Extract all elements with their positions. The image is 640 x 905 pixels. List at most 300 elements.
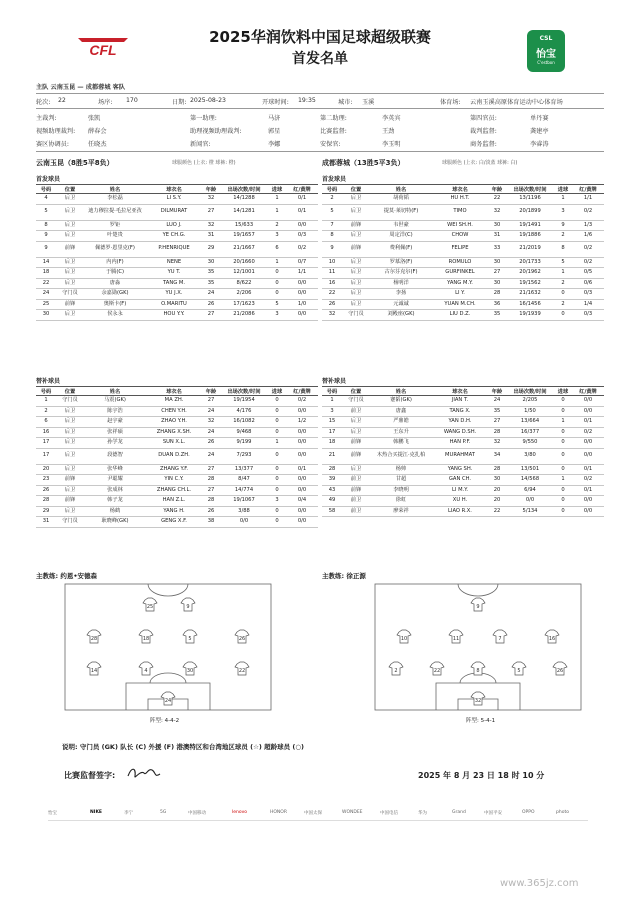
player-name: 提莫·莱切特(F): [370, 204, 432, 220]
player-age: 32: [202, 194, 220, 205]
player-shirt-icon: [181, 598, 195, 611]
home-formation: 阵型: 4-4-2: [150, 718, 180, 724]
shirt-name: DUAN D.ZH.: [146, 448, 202, 464]
player-number: 6: [36, 417, 56, 428]
appearances: 20/1733: [506, 257, 554, 268]
player-position: 后卫: [56, 278, 84, 289]
sponsor-text: HONOR: [270, 810, 287, 815]
player-number: 32: [322, 310, 342, 321]
player-name: 徐虹: [370, 496, 432, 507]
official-label: 商务监督:: [470, 141, 497, 148]
goals: 2: [554, 278, 572, 289]
official-name: 李娜: [268, 141, 281, 148]
table-row: [322, 417, 604, 428]
player-position: 前锋: [56, 475, 84, 486]
player-number: 28: [36, 496, 56, 507]
cards: 0/0: [286, 406, 318, 417]
player-shirt-icon: [430, 662, 444, 675]
player-age: 24: [202, 289, 220, 300]
player-age: 28: [488, 464, 506, 475]
sponsor-strip: [48, 806, 608, 842]
cards: 0/0: [572, 448, 604, 464]
shirt-name: HOU Y.Y.: [146, 310, 202, 321]
player-position: 前卫: [342, 496, 370, 507]
player-name: 李扬: [370, 289, 432, 300]
away-starters-table: [322, 184, 604, 321]
player-position: 前锋: [56, 299, 84, 310]
goals: 1: [268, 204, 286, 220]
player-number: 2: [322, 194, 342, 205]
shirt-name: YAN D.H.: [432, 417, 488, 428]
stadium-value: 云南玉溪高原体育运动中心体育场: [470, 99, 563, 106]
shirt-name: MURAHMAT: [432, 448, 488, 464]
shirt-name: O.MARITU: [146, 299, 202, 310]
teams-line-text: 主队 云南玉昆 — 成都蓉城 客队: [36, 84, 126, 91]
official-name: 张凯: [88, 115, 101, 122]
player-name: 张华峰: [84, 464, 146, 475]
divider: [48, 820, 588, 821]
column-header: 号码: [322, 387, 342, 396]
shirt-name: CHOW: [432, 231, 488, 242]
shirt-name: TANG X.: [432, 406, 488, 417]
table-row: [36, 257, 318, 268]
appearances: 21/1632: [506, 289, 554, 300]
shirt-name: ROMULO: [432, 257, 488, 268]
shirt-number: 28: [90, 636, 98, 642]
player-name: 赵宇豪: [84, 417, 146, 428]
player-position: 后卫: [56, 220, 84, 231]
shirt-number: 22: [238, 668, 246, 674]
cards: 1/3: [572, 220, 604, 231]
sponsor-text: photo: [556, 810, 569, 815]
column-header: 号码: [36, 185, 56, 194]
player-age: 24: [202, 406, 220, 417]
table-row: [36, 475, 318, 486]
header: [0, 18, 640, 70]
player-name: 蹇韬(GK): [370, 396, 432, 407]
table-row: [322, 194, 604, 205]
shirt-name: LI Y.: [432, 289, 488, 300]
player-position: 前锋: [342, 448, 370, 464]
goals: 8: [554, 241, 572, 257]
pitch-outline: [65, 584, 271, 710]
shirt-name: MA ZH.: [146, 396, 202, 407]
cards: 0/0: [572, 506, 604, 517]
player-name: 韦世豪: [370, 220, 432, 231]
home-starters-table: [36, 184, 318, 321]
appearances: 16/377: [506, 427, 554, 438]
appearances: 0/0: [506, 496, 554, 507]
official-label: 新闻官:: [190, 141, 211, 148]
goals: 0: [554, 289, 572, 300]
table-row: [322, 257, 604, 268]
shirt-name: SUN X.L.: [146, 438, 202, 449]
cards: 0/0: [572, 496, 604, 507]
goals: 0: [554, 448, 572, 464]
appearances: 14/1288: [220, 194, 268, 205]
goals: 3: [554, 204, 572, 220]
player-position: 守门员: [56, 396, 84, 407]
cards: 0/0: [286, 278, 318, 289]
player-position: 前卫: [342, 506, 370, 517]
player-age: 30: [488, 475, 506, 486]
player-number: 9: [36, 231, 56, 242]
goals: 0: [268, 448, 286, 464]
player-name: 于腾(C): [84, 268, 146, 279]
table-row: [36, 417, 318, 428]
player-position: 后卫: [56, 438, 84, 449]
player-position: 后卫: [342, 464, 370, 475]
player-position: 后卫: [56, 506, 84, 517]
table-header-row: [36, 185, 318, 194]
shirt-name: DILMURAT: [146, 204, 202, 220]
appearances: 20/1899: [506, 204, 554, 220]
official-name: 薛春会: [88, 128, 107, 135]
player-age: 27: [202, 310, 220, 321]
column-header: 出场次数/时间: [220, 185, 268, 194]
shirt-name: YANG H.: [146, 506, 202, 517]
table-header-row: [322, 387, 604, 396]
player-number: 28: [322, 464, 342, 475]
appearances: 21/2019: [506, 241, 554, 257]
shirt-name: YIN C.Y.: [146, 475, 202, 486]
column-header: 姓名: [84, 387, 146, 396]
goals: 0: [554, 406, 572, 417]
table-row: [36, 464, 318, 475]
appearances: 9/468: [220, 427, 268, 438]
player-age: 34: [488, 448, 506, 464]
away-team-colors: 球服颜色 (上衣: 白/淡蓝 球裤: 白): [442, 160, 518, 166]
player-age: 27: [202, 396, 220, 407]
cards: 1/0: [286, 299, 318, 310]
player-number: 23: [36, 475, 56, 486]
shirt-number: 32: [474, 698, 482, 704]
appearances: 19/1886: [506, 231, 554, 242]
appearances: 8/622: [220, 278, 268, 289]
cards: 0/0: [286, 289, 318, 300]
player-number: 43: [322, 485, 342, 496]
column-header: 姓名: [370, 387, 432, 396]
away-coach: 主教练: 徐正源: [322, 572, 366, 580]
appearances: 8/47: [220, 475, 268, 486]
player-number: 25: [36, 299, 56, 310]
away-team-name: 成都蓉城（13胜5平3负）: [322, 159, 405, 167]
sponsor-text: 李宁: [124, 811, 133, 816]
official-label: 第二助理:: [320, 115, 347, 122]
player-number: 11: [322, 268, 342, 279]
goals: 2: [554, 231, 572, 242]
goals: 0: [268, 427, 286, 438]
player-number: 49: [322, 496, 342, 507]
shirt-name: YANG M.Y.: [432, 278, 488, 289]
column-header: 号码: [36, 387, 56, 396]
column-header: 位置: [342, 185, 370, 194]
player-number: 18: [322, 438, 342, 449]
goals: 1: [554, 194, 572, 205]
appearances: 16/1456: [506, 299, 554, 310]
away-formation: 阵型: 5-4-1: [466, 718, 496, 724]
officials-row-3: [36, 139, 616, 149]
appearances: 20/1660: [220, 257, 268, 268]
table-row: [36, 241, 318, 257]
player-name: 杨帅: [370, 464, 432, 475]
player-number: 17: [36, 448, 56, 464]
official-label: 主裁判:: [36, 115, 57, 122]
player-shirt-icon: [139, 662, 153, 675]
player-name: 叶楚贵: [84, 231, 146, 242]
player-number: 22: [322, 289, 342, 300]
player-shirt-icon: [512, 662, 526, 675]
player-age: 27: [202, 204, 220, 220]
goals: 3: [268, 231, 286, 242]
player-number: 14: [36, 257, 56, 268]
player-age: 35: [488, 406, 506, 417]
column-header: 位置: [56, 185, 84, 194]
cards: 0/2: [572, 204, 604, 220]
player-name: 杨明洋: [370, 278, 432, 289]
player-position: 守门员: [342, 396, 370, 407]
player-name: 费利佩(F): [370, 241, 432, 257]
player-name: 佩德罗·恩里克(F): [84, 241, 146, 257]
player-shirt-icon: [143, 598, 157, 611]
column-header: 年龄: [488, 387, 506, 396]
goals: 3: [268, 496, 286, 507]
player-number: 8: [36, 220, 56, 231]
official-name: 任晓杰: [88, 141, 107, 148]
home-starters-heading: 首发球员: [36, 176, 61, 183]
official-name: 李玉明: [382, 141, 401, 148]
column-header: 红/黄牌: [572, 185, 604, 194]
appearances: 13/664: [506, 417, 554, 428]
column-header: 姓名: [370, 185, 432, 194]
appearances: 17/1623: [220, 299, 268, 310]
player-name: 甘超: [370, 475, 432, 486]
csl-logo-main: 怡宝: [536, 49, 556, 60]
home-team-name: 云南玉昆（8胜5平8负）: [36, 159, 114, 167]
shirt-name: HAN Z.L.: [146, 496, 202, 507]
player-name: 李晓明: [370, 485, 432, 496]
goals: 6: [268, 241, 286, 257]
competition-title: 2025华润饮料中国足球超级联赛: [209, 28, 431, 46]
player-age: 31: [202, 231, 220, 242]
away-starters-heading: 首发球员: [322, 176, 347, 183]
player-name: 韩子龙: [84, 496, 146, 507]
player-name: 韩鹏飞: [370, 438, 432, 449]
official-label: 比赛监督:: [320, 128, 347, 135]
cards: 0/3: [572, 310, 604, 321]
player-number: 4: [36, 194, 56, 205]
csl-logo-top: CSL: [539, 35, 553, 42]
official-name: 单丹赛: [530, 115, 549, 122]
player-position: 守门员: [56, 517, 84, 528]
goals: 0: [268, 485, 286, 496]
cards: 0/0: [572, 438, 604, 449]
player-name: 罗慕洛(F): [370, 257, 432, 268]
player-age: 30: [202, 257, 220, 268]
player-shirt-icon: [493, 630, 507, 643]
svg-text:CFL: CFL: [89, 42, 117, 58]
appearances: 14/568: [506, 475, 554, 486]
signature-mark: [126, 764, 162, 782]
cards: 0/4: [286, 496, 318, 507]
player-shirt-icon: [553, 662, 567, 675]
shirt-name: GAN CH.: [432, 475, 488, 486]
center-circle-arc: [148, 584, 188, 596]
table-row: [322, 506, 604, 517]
shirt-number: 2: [394, 668, 398, 674]
official-name: 郭星: [268, 128, 281, 135]
appearances: 14/774: [220, 485, 268, 496]
shirt-name: HU H.T.: [432, 194, 488, 205]
away-subs-table: [322, 386, 604, 517]
player-name: 木热合买提江·克扎柏: [370, 448, 432, 464]
player-age: 28: [488, 427, 506, 438]
round-value: 22: [58, 97, 66, 104]
cards: 0/2: [286, 241, 318, 257]
shirt-name: FELIPE: [432, 241, 488, 257]
player-age: 26: [202, 506, 220, 517]
player-name: 元诚诚: [370, 299, 432, 310]
player-age: 32: [202, 417, 220, 428]
table-row: [322, 278, 604, 289]
table-row: [322, 464, 604, 475]
shirt-number: 5: [517, 668, 521, 674]
goals: 1: [268, 438, 286, 449]
player-name: 孙学龙: [84, 438, 146, 449]
player-age: 32: [202, 220, 220, 231]
player-number: 30: [36, 310, 56, 321]
player-number: 26: [322, 299, 342, 310]
player-shirt-icon: [235, 630, 249, 643]
goals: 0: [554, 396, 572, 407]
player-number: 8: [322, 231, 342, 242]
goals: 0: [268, 506, 286, 517]
player-number: 9: [36, 241, 56, 257]
player-position: 后卫: [56, 204, 84, 220]
shirt-number: 11: [452, 636, 460, 642]
shirt-number: 9: [186, 604, 190, 610]
player-shirt-icon: [87, 630, 101, 643]
table-row: [322, 204, 604, 220]
player-position: 后卫: [56, 448, 84, 464]
column-header: 出场次数/时间: [506, 185, 554, 194]
player-age: 35: [488, 310, 506, 321]
player-number: 22: [36, 278, 56, 289]
table-row: [322, 220, 604, 231]
player-position: 后卫: [342, 194, 370, 205]
player-number: 5: [36, 204, 56, 220]
shirt-name: LI M.Y.: [432, 485, 488, 496]
player-number: 7: [322, 220, 342, 231]
player-name: 陈宇浩: [84, 406, 146, 417]
official-label: 第一助理:: [190, 115, 217, 122]
csl-logo: [527, 30, 565, 72]
shirt-number: 8: [476, 668, 480, 674]
cards: 0/1: [572, 464, 604, 475]
player-shirt-icon: [397, 630, 411, 643]
player-name: 内内(F): [84, 257, 146, 268]
player-age: 38: [202, 517, 220, 528]
appearances: 13/501: [506, 464, 554, 475]
player-position: 后卫: [56, 464, 84, 475]
cards: 0/2: [572, 475, 604, 486]
shirt-name: HAN P.F.: [432, 438, 488, 449]
goals: 3: [268, 310, 286, 321]
official-label: 视频助理裁判:: [36, 128, 76, 135]
match-no-label: 场序:: [98, 99, 113, 106]
home-subs-table: [36, 386, 318, 528]
player-number: 17: [322, 427, 342, 438]
shirt-name: LIAO R.X.: [432, 506, 488, 517]
player-age: 30: [488, 220, 506, 231]
sponsor-text: 5G: [160, 810, 167, 815]
player-shirt-icon: [87, 662, 101, 675]
player-age: 24: [202, 448, 220, 464]
divider: [36, 93, 604, 94]
player-name: 廖荣祥: [370, 506, 432, 517]
shirt-name: YANG SH.: [432, 464, 488, 475]
player-shirt-icon: [161, 692, 175, 705]
table-row: [36, 485, 318, 496]
shirt-number: 22: [433, 668, 441, 674]
table-row: [322, 475, 604, 486]
home-subs-heading: 替补球员: [36, 378, 61, 385]
shirt-name: WANG D.SH.: [432, 427, 488, 438]
appearances: 21/2086: [220, 310, 268, 321]
player-age: 27: [488, 268, 506, 279]
player-position: 前锋: [342, 485, 370, 496]
appearances: 19/1939: [506, 310, 554, 321]
round-label: 轮次:: [36, 99, 51, 106]
cards: 0/0: [286, 310, 318, 321]
player-age: 29: [202, 241, 220, 257]
player-number: 31: [36, 517, 56, 528]
column-header: 进球: [554, 387, 572, 396]
player-position: 守门员: [342, 310, 370, 321]
goals: 0: [554, 438, 572, 449]
player-shirt-icon: [183, 630, 197, 643]
player-age: 36: [488, 299, 506, 310]
player-position: 前锋: [342, 438, 370, 449]
shirt-number: 9: [476, 604, 480, 610]
player-name: 唐淼: [84, 278, 146, 289]
signature-label: 比赛监督签字:: [64, 771, 116, 780]
player-position: 前卫: [342, 406, 370, 417]
shirt-number: 26: [238, 636, 246, 642]
officials-row-2: [36, 126, 616, 136]
cards: 0/7: [286, 257, 318, 268]
player-name: 耿晓峰(GK): [84, 517, 146, 528]
column-header: 年龄: [202, 387, 220, 396]
shirt-name: TIMO: [432, 204, 488, 220]
player-age: 33: [488, 241, 506, 257]
shirt-name: LUO J.: [146, 220, 202, 231]
column-header: 出场次数/时间: [220, 387, 268, 396]
cards: 0/1: [286, 194, 318, 205]
column-header: 进球: [268, 185, 286, 194]
player-position: 后卫: [342, 278, 370, 289]
watermark: www.365jz.com: [500, 878, 579, 889]
player-name: 张成林: [84, 485, 146, 496]
player-position: 后卫: [342, 268, 370, 279]
player-position: 前卫: [342, 475, 370, 486]
table-row: [36, 299, 318, 310]
player-number: 1: [36, 396, 56, 407]
column-header: 球衣名: [146, 387, 202, 396]
player-age: 27: [202, 485, 220, 496]
shirt-name: NENE: [146, 257, 202, 268]
player-position: 前锋: [56, 496, 84, 507]
